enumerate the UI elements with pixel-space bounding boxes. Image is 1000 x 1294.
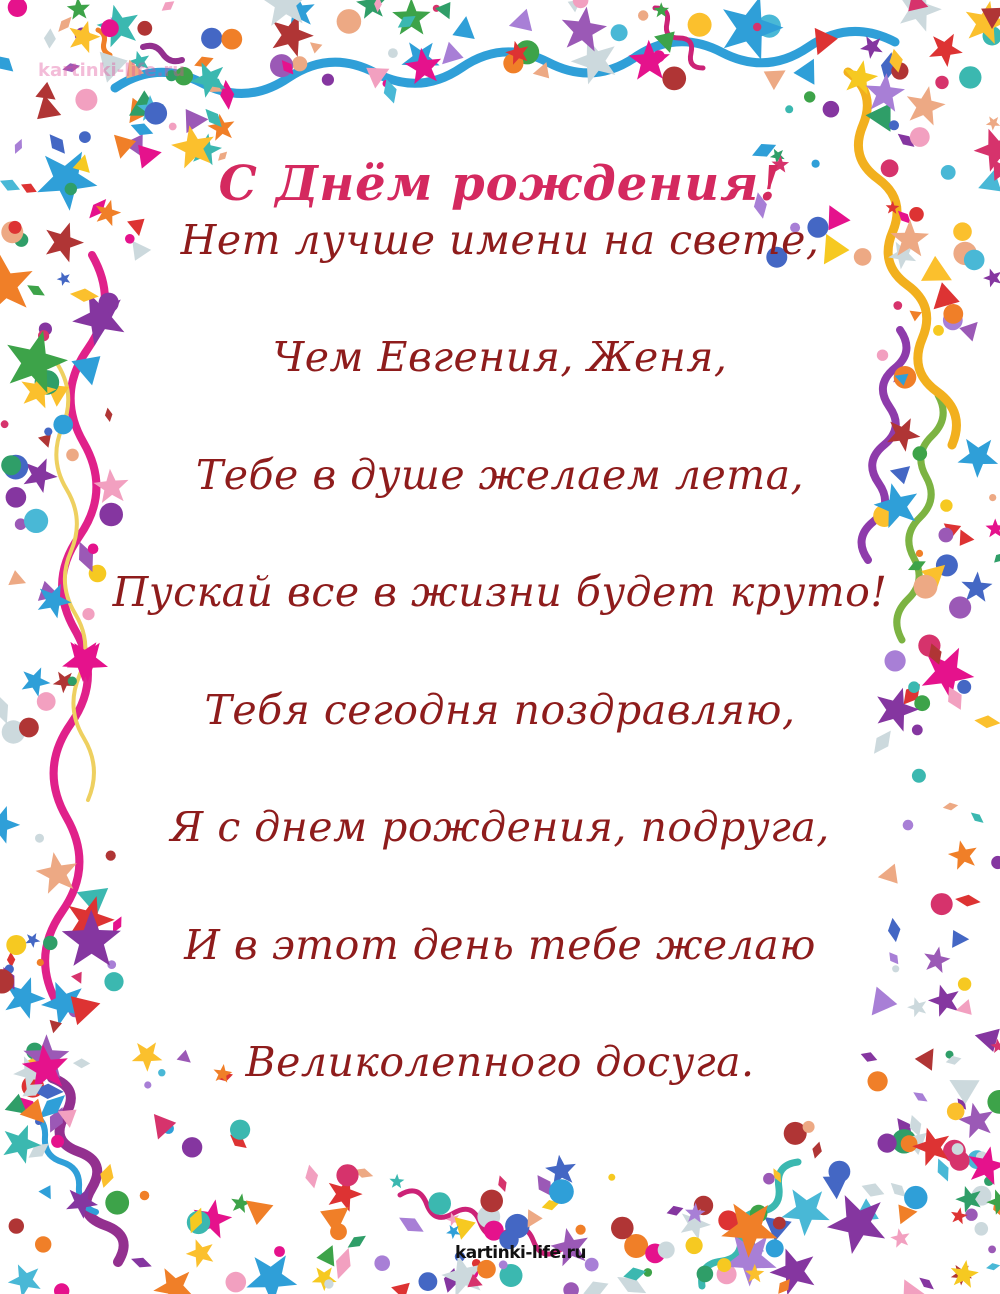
poem-line: Я с днем рождения, подруга,	[170, 803, 830, 851]
poem-line: Великолепного досуга.	[245, 1038, 755, 1086]
poem-line: Нет лучше имени на свете,	[180, 216, 820, 264]
card-title: С Днём рождения!	[218, 156, 782, 213]
watermark-bottom-center: kartinki-life.ru	[455, 1243, 586, 1263]
poem-line: Чем Евгения, Женя,	[272, 333, 728, 381]
poem-line: Пускай все в жизни будет круто!	[112, 568, 888, 616]
watermark-top-left: kartinki-life.ru	[38, 60, 186, 81]
poem-line: Тебе в душе желаем лета,	[195, 451, 805, 499]
poem-line: И в этот день тебе желаю	[184, 921, 816, 969]
poem-line: Тебя сегодня поздравляю,	[204, 686, 796, 734]
